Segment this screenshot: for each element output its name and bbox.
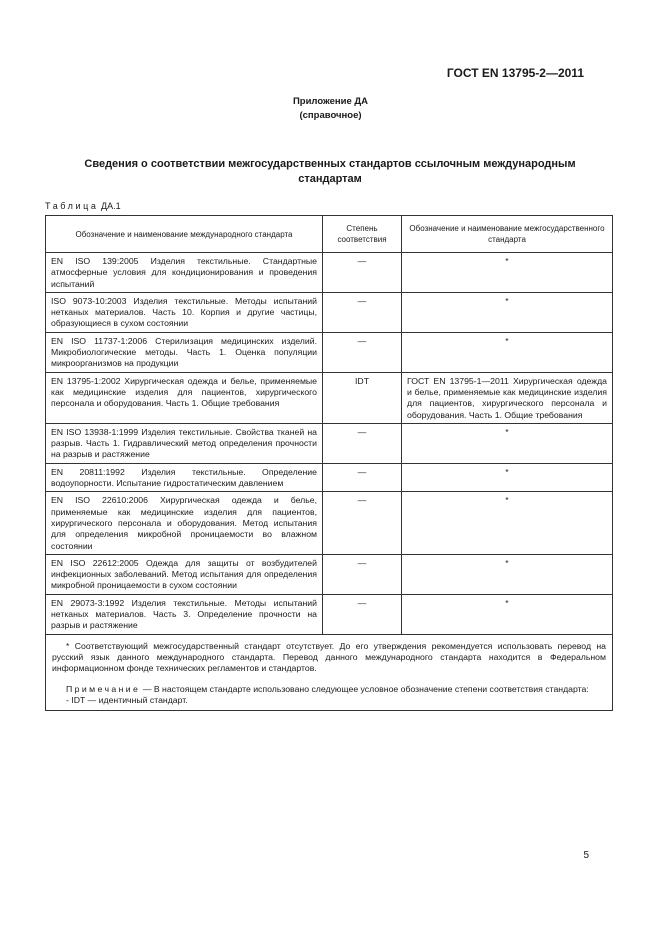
interstate-standard-cell: * <box>402 332 613 372</box>
degree-cell: — <box>323 554 402 594</box>
degree-cell: — <box>323 332 402 372</box>
note <box>52 684 606 695</box>
table-caption <box>45 201 121 211</box>
table-row <box>46 423 613 463</box>
footnote: * Соответствующий межгосударственный стандарт отсутствует. До его утверждения рекомендуется использовать перевод на русский язык данного международного стандарта. Перевод данного международного стандарта находится в Федеральном информационном фонде технических регламентов и стандартов. <box>52 640 606 674</box>
degree-cell: — <box>323 492 402 554</box>
international-standard-cell: EN 20811:1992 Изделия текстильные. Определение водоупорности. Испытание гидростатическим давлением <box>46 463 323 492</box>
international-standard-cell: EN ISO 22610:2006 Хирургическая одежда и белье, применяемые как медицинские изделия для пациентов, хирургического персонала и оборудования. Метод испытания для определения микробной проницаемости во влажном состоянии <box>46 492 323 554</box>
table-header-row <box>46 216 613 253</box>
table-row <box>46 253 613 293</box>
interstate-standard-cell: * <box>402 594 613 634</box>
table-caption-word: Таблица <box>45 201 99 211</box>
international-standard-cell: EN 13795-1:2002 Хирургическая одежда и белье, применяемые как медицинские изделия для пациентов, хирургического персонала и оборудования. Часть 1. Общие требования <box>46 372 323 423</box>
degree-cell: — <box>323 463 402 492</box>
annex-title: Приложение ДА <box>292 96 369 107</box>
annex-heading <box>0 95 661 123</box>
interstate-standard-cell: * <box>402 423 613 463</box>
interstate-standard-cell: ГОСТ EN 13795-1—2011 Хирургическая одежда и белье, применяемые как медицинские изделия для пациентов, хирургического персонала и оборудования. Часть 1. Общие требования <box>402 372 613 423</box>
table-row <box>46 594 613 634</box>
degree-cell: IDT <box>323 372 402 423</box>
degree-cell: — <box>323 292 402 332</box>
table-row <box>46 372 613 423</box>
interstate-standard-cell: * <box>402 463 613 492</box>
table-notes <box>46 634 613 710</box>
note-label: Примечание <box>66 683 141 694</box>
document-code: ГОСТ EN 13795-2—2011 <box>446 66 584 80</box>
table-notes-row <box>46 634 613 710</box>
table-row <box>46 492 613 554</box>
page-number: 5 <box>583 850 589 861</box>
interstate-standard-cell: * <box>402 492 613 554</box>
table-row <box>46 292 613 332</box>
degree-cell: — <box>323 423 402 463</box>
note-text: — В настоящем стандарте использовано следующее условное обозначение степени соответствия стандарта: <box>142 683 589 694</box>
interstate-standard-cell: * <box>402 253 613 293</box>
international-standard-cell: EN 29073-3:1992 Изделия текстильные. Методы испытаний нетканых материалов. Часть 3. Определение прочности на разрыв и растяжение <box>46 594 323 634</box>
international-standard-cell: ISO 9073-10:2003 Изделия текстильные. Методы испытаний нетканых материалов. Часть 10. Корпия и другие частицы, образующиеся в сухом состоянии <box>46 292 323 332</box>
table-row <box>46 463 613 492</box>
annex-subtitle: (справочное) <box>299 110 362 121</box>
degree-cell: — <box>323 594 402 634</box>
interstate-standard-cell: * <box>402 292 613 332</box>
interstate-standard-cell: * <box>402 554 613 594</box>
section-title: Сведения о соответствии межгосударственных стандартов ссылочным международным стандартам <box>84 158 576 185</box>
international-standard-cell: EN ISO 11737-1:2006 Стерилизация медицинских изделий. Микробиологические методы. Часть 1. Оценка популяции микроорганизмов на продукции <box>46 332 323 372</box>
degree-cell: — <box>323 253 402 293</box>
international-standard-cell: EN ISO 139:2005 Изделия текстильные. Стандартные атмосферные условия для кондиционирования и проведения испытаний <box>46 253 323 293</box>
correspondence-table <box>45 215 613 711</box>
column-header-international: Обозначение и наименование международного стандарта <box>46 216 323 253</box>
table-row <box>46 554 613 594</box>
table-row <box>46 332 613 372</box>
international-standard-cell: EN ISO 22612:2005 Одежда для защиты от возбудителей инфекционных заболеваний. Метод испытания для определения микробной проницаемости в сухом состоянии <box>46 554 323 594</box>
international-standard-cell: EN ISO 13938-1:1999 Изделия текстильные. Свойства тканей на разрыв. Часть 1. Гидравлический метод определения прочности на разрыв и растяжение <box>46 423 323 463</box>
table-caption-id: ДА.1 <box>101 201 121 211</box>
column-header-interstate: Обозначение и наименование межгосударственного стандарта <box>402 216 613 253</box>
note-item: - IDT — идентичный стандарт. <box>66 694 188 705</box>
column-header-degree: Степень соответствия <box>323 216 402 253</box>
